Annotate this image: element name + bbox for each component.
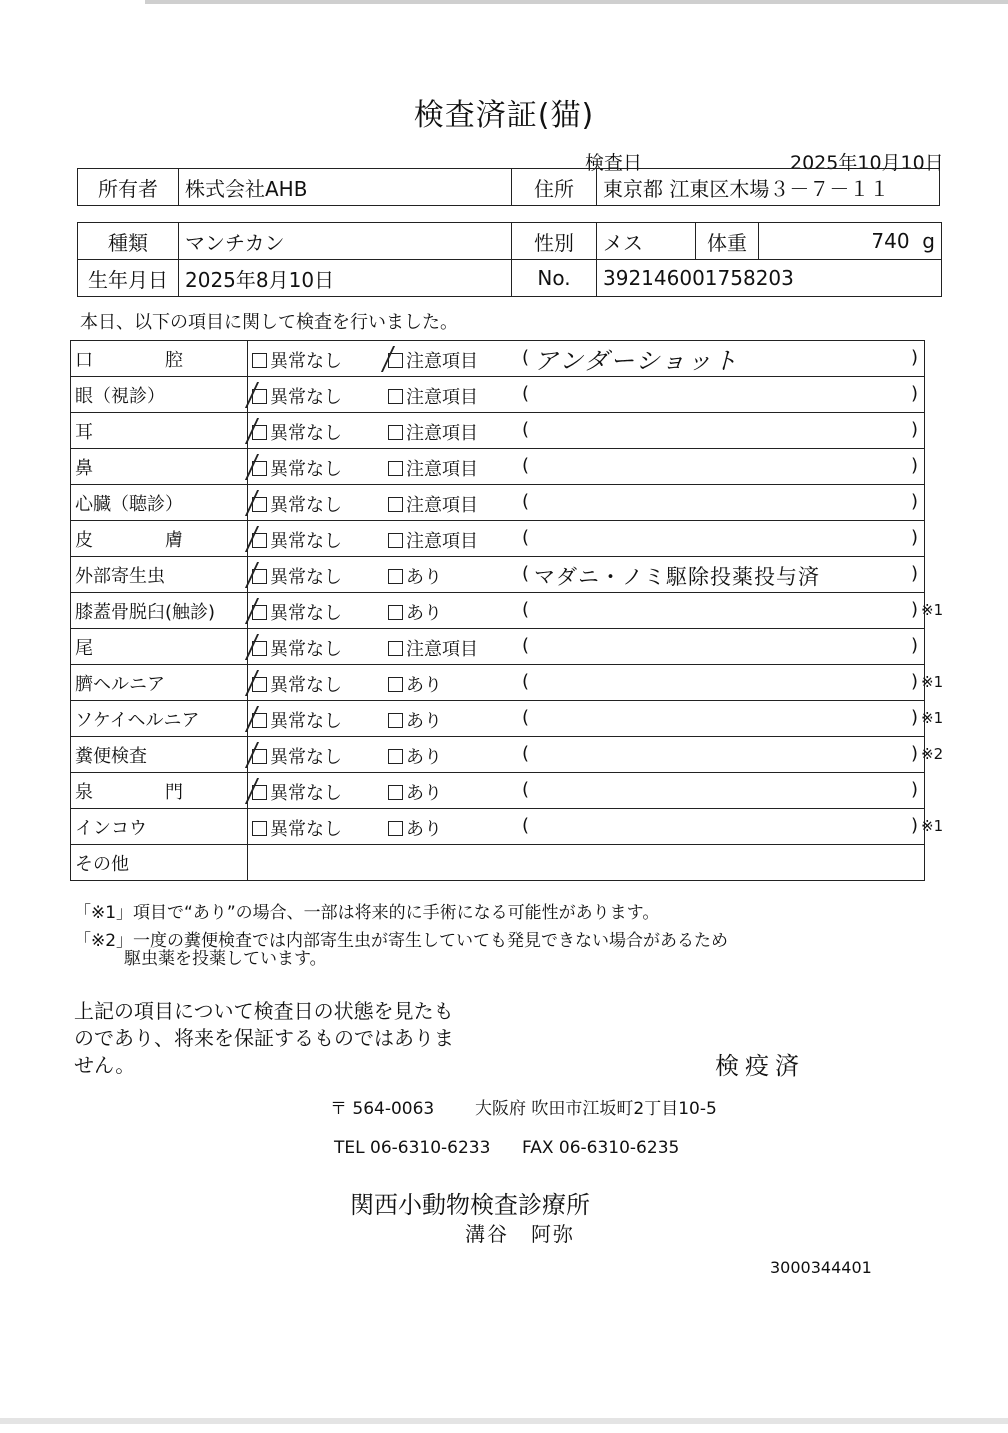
exam-item-label [71,341,248,377]
exam-row [71,629,925,665]
paren-right: ) [910,383,918,404]
checkbox-label: 注意項目 [406,531,478,552]
checkbox-attention[interactable] [388,491,478,517]
paren-left: ( [522,455,530,476]
checkbox-icon [252,677,267,692]
checkbox-icon [252,785,267,800]
checkbox-normal[interactable] [252,779,342,805]
exam-result-cell [248,521,925,557]
checkbox-attention[interactable] [388,707,442,733]
checkbox-label: 注意項目 [406,351,478,372]
clinic-tel: TEL 06-6310-6233 [334,1138,491,1158]
exam-result-cell [248,629,925,665]
breed-value: マンチカン [179,223,512,260]
checkbox-normal[interactable] [252,419,342,445]
checkbox-normal[interactable] [252,815,342,841]
document-number: 3000344401 [770,1258,872,1277]
exam-row [71,521,925,557]
checkbox-icon [252,533,267,548]
checkbox-icon [388,569,403,584]
checkbox-label: 異常なし [270,459,342,480]
checkbox-icon [252,713,267,728]
exam-item-label [71,521,248,557]
paren-left: ( [522,419,530,440]
paren-right: ) [910,491,918,512]
exam-item-label [71,773,248,809]
exam-item-text: 皮 膚 [75,529,183,551]
paren-right: ) [910,779,918,800]
footnote-mark: ※1 [921,708,944,727]
checkbox-icon [252,353,267,368]
footnote-mark: ※1 [921,672,944,691]
checkbox-icon [388,425,403,440]
paren-left: ( [522,815,530,836]
checkbox-label: 異常なし [270,675,342,696]
footnote-2b: 駆虫薬を投薬しています。 [124,949,327,969]
paren-right: ) [910,455,918,476]
exam-result-cell [248,485,925,521]
exam-item-text: 臍ヘルニア [75,673,165,695]
exam-note: アンダーショット [534,347,740,375]
exam-row [71,737,925,773]
checkbox-label: 異常なし [270,639,342,660]
checkbox-icon [252,497,267,512]
exam-item-label [71,629,248,665]
clinic-address: 大阪府 吹田市江坂町2丁目10-5 [475,1099,717,1119]
checkbox-icon [252,461,267,476]
checkbox-attention[interactable] [388,527,478,553]
exam-item-text: 糞便検査 [75,745,147,767]
checkbox-attention[interactable] [388,455,478,481]
checkbox-normal[interactable] [252,383,342,409]
exam-item-text: ソケイヘルニア [75,709,200,731]
exam-item-text: 眼（視診） [75,385,165,407]
checkbox-icon [252,389,267,404]
scan-edge-top [145,0,1008,4]
sex-label: 性別 [512,223,597,260]
checkbox-label: あり [406,711,442,732]
footnote-1: 「※1」項目で“あり”の場合、一部は将来的に手術になる可能性があります。 [74,903,660,923]
birth-value: 2025年8月10日 [179,260,512,297]
checkbox-label: あり [406,675,442,696]
exam-date: 2025年10月10日 [790,152,944,174]
exam-item-text: 口 腔 [75,349,183,371]
exam-row [71,485,925,521]
owner-value: 株式会社AHB [179,169,512,206]
checkbox-icon [388,749,403,764]
exam-result-cell [248,809,925,845]
exam-row [71,377,925,413]
checkbox-icon [388,677,403,692]
exam-item-label [71,593,248,629]
paren-left: ( [522,491,530,512]
checkbox-label: 異常なし [270,387,342,408]
no-value: 392146001758203 [597,260,942,297]
checkbox-icon [252,605,267,620]
no-label: No. [512,260,597,297]
paren-left: ( [522,563,530,584]
exam-item-label [71,485,248,521]
checkbox-normal[interactable] [252,347,342,373]
address-label: 住所 [512,169,597,206]
exam-row [71,809,925,845]
paren-right: ) [910,707,918,728]
checkbox-attention[interactable] [388,671,442,697]
paren-left: ( [522,347,530,368]
checkbox-normal[interactable] [252,743,342,769]
footnote-mark: ※1 [921,816,944,835]
exam-row [71,701,925,737]
checkbox-icon [388,713,403,728]
exam-result-cell [248,593,925,629]
checkbox-label: あり [406,783,442,804]
paren-right: ) [910,599,918,620]
weight-label: 体重 [696,223,759,260]
checkbox-icon [388,785,403,800]
checkbox-attention[interactable] [388,347,478,373]
exam-item-text: 泉 門 [75,781,183,803]
exam-result-cell [248,413,925,449]
exam-row [71,449,925,485]
exam-table [70,340,925,881]
checkbox-normal[interactable] [252,707,342,733]
checkbox-normal[interactable] [252,599,342,625]
footnote-2a: 「※2」一度の糞便検査では内部寄生虫が寄生していても発見できない場合があるため [74,931,729,951]
checkbox-icon [388,353,403,368]
checkbox-attention[interactable] [388,779,442,805]
exam-result-cell [248,701,925,737]
weight-unit: g [922,229,935,253]
checkbox-icon [388,389,403,404]
checkbox-label: 異常なし [270,351,342,372]
checkbox-label: 異常なし [270,603,342,624]
breed-label: 種類 [78,223,179,260]
paren-left: ( [522,527,530,548]
exam-item-label [71,557,248,593]
checkbox-icon [252,749,267,764]
exam-item-text: 尾 [75,637,93,659]
checkbox-attention[interactable] [388,815,442,841]
exam-row [71,557,925,593]
checkbox-label: あり [406,747,442,768]
intro-text: 本日、以下の項目に関して検査を行いました。 [80,312,458,333]
exam-item-text: 心臓（聴診） [75,493,183,515]
other-label: その他 [75,853,129,875]
exam-row-other [71,845,925,881]
other-value-cell[interactable] [248,845,925,881]
checkbox-attention[interactable] [388,635,478,661]
scan-edge-bottom [0,1418,1008,1424]
owner-label: 所有者 [78,169,179,206]
paren-right: ) [910,815,918,836]
exam-item-text: 外部寄生虫 [75,565,165,587]
paren-left: ( [522,743,530,764]
weight-cell [759,223,942,260]
checkbox-attention[interactable] [388,743,442,769]
checkbox-label: 注意項目 [406,423,478,444]
checkbox-attention[interactable] [388,599,442,625]
footnote-mark: ※1 [921,600,944,619]
paren-right: ) [910,347,918,368]
checkbox-label: 注意項目 [406,495,478,516]
checkbox-icon [388,641,403,656]
checkbox-label: 異常なし [270,819,342,840]
exam-item-text: 耳 [75,421,93,443]
address-value: 東京都 江東区木場３－７－１１ [597,169,940,206]
checkbox-label: 注意項目 [406,459,478,480]
paren-left: ( [522,635,530,656]
exam-item-label [71,413,248,449]
paren-left: ( [522,779,530,800]
quarantine-stamp: 検疫済 [715,1052,805,1080]
checkbox-normal[interactable] [252,563,342,589]
paren-left: ( [522,707,530,728]
checkbox-label: 注意項目 [406,387,478,408]
checkbox-icon [388,821,403,836]
doctor-name: 溝谷 阿弥 [465,1222,575,1246]
exam-item-text: インコウ [75,817,147,839]
checkbox-label: 異常なし [270,783,342,804]
checkbox-icon [388,605,403,620]
exam-result-cell [248,773,925,809]
checkbox-normal[interactable] [252,455,342,481]
disclaimer: 上記の項目について検査日の状態を見たものであり、将来を保証するものではありません。 [74,999,454,1077]
exam-result-cell [248,737,925,773]
checkbox-label: 異常なし [270,531,342,552]
exam-date-label: 検査日 [585,152,643,174]
checkbox-icon [388,497,403,512]
checkbox-icon [252,569,267,584]
checkbox-icon [388,533,403,548]
exam-result-cell [248,557,925,593]
clinic-fax: FAX 06-6310-6235 [522,1138,680,1158]
sex-value: メス [597,223,696,260]
exam-item-text: 鼻 [75,457,93,479]
checkbox-icon [252,821,267,836]
exam-item-label [71,809,248,845]
postal-code: 〒 564-0063 [330,1099,435,1119]
paren-right: ) [910,635,918,656]
checkbox-label: 異常なし [270,423,342,444]
checkbox-icon [252,641,267,656]
exam-result-cell [248,449,925,485]
exam-row [71,341,925,377]
paren-right: ) [910,671,918,692]
owner-table [77,168,940,206]
exam-item-label [71,665,248,701]
exam-item-label [71,449,248,485]
checkbox-icon [252,425,267,440]
exam-note: マダニ・ノミ駆除投薬投与済 [534,565,820,589]
weight-value: 740 [871,229,910,253]
paren-left: ( [522,671,530,692]
exam-item-label [71,845,248,881]
paren-right: ) [910,563,918,584]
exam-row [71,665,925,701]
checkbox-icon [388,461,403,476]
paren-left: ( [522,599,530,620]
pet-table [77,222,942,297]
exam-item-label [71,377,248,413]
exam-result-cell [248,665,925,701]
checkbox-label: 異常なし [270,567,342,588]
paren-right: ) [910,419,918,440]
document-title: 検査済証(猫) [413,98,595,133]
checkbox-normal[interactable] [252,491,342,517]
paren-right: ) [910,743,918,764]
checkbox-normal[interactable] [252,635,342,661]
clinic-name: 関西小動物検査診療所 [350,1191,590,1219]
exam-row [71,413,925,449]
checkbox-label: 注意項目 [406,639,478,660]
checkbox-attention[interactable] [388,563,442,589]
checkbox-attention[interactable] [388,419,478,445]
checkbox-normal[interactable] [252,527,342,553]
checkbox-label: あり [406,603,442,624]
checkbox-attention[interactable] [388,383,478,409]
checkbox-label: あり [406,567,442,588]
footnote-mark: ※2 [921,744,944,763]
exam-item-label [71,737,248,773]
exam-result-cell [248,341,925,377]
checkbox-label: 異常なし [270,747,342,768]
paren-right: ) [910,527,918,548]
checkbox-label: 異常なし [270,711,342,732]
checkbox-label: 異常なし [270,495,342,516]
checkbox-label: あり [406,819,442,840]
exam-item-text: 膝蓋骨脱臼(触診) [75,601,216,623]
birth-label: 生年月日 [78,260,179,297]
exam-row [71,773,925,809]
exam-item-label [71,701,248,737]
exam-row [71,593,925,629]
exam-result-cell [248,377,925,413]
checkbox-normal[interactable] [252,671,342,697]
paren-left: ( [522,383,530,404]
